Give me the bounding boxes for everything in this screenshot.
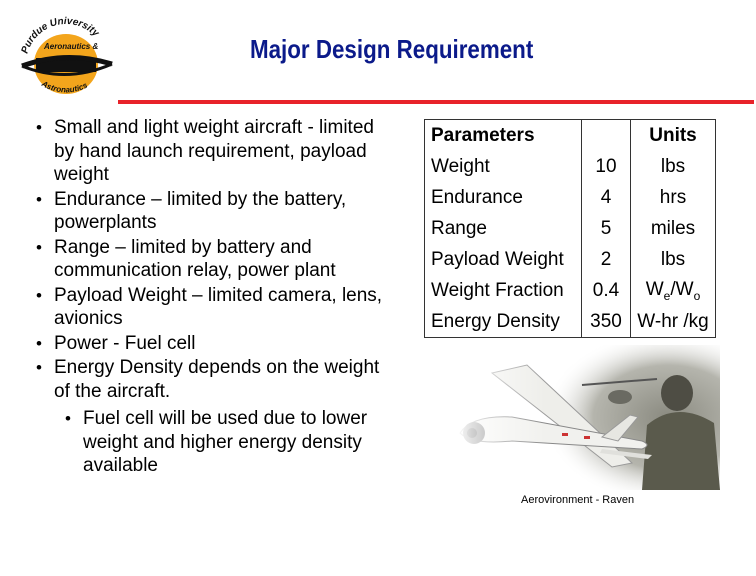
- table-row: Energy Density 350 W-hr /kg: [425, 306, 716, 338]
- bullet-icon: •: [36, 189, 42, 209]
- list-item: • Energy Density depends on the weight of the aircraft.: [36, 357, 380, 402]
- title-divider: [118, 100, 754, 104]
- table-row: Weight Fraction 0.4 $W_e/W_o$: [425, 275, 716, 306]
- bullet-icon: •: [36, 333, 42, 353]
- bullet-icon: •: [36, 237, 42, 257]
- bullet-list: [36, 116, 386, 483]
- bullet-icon: •: [36, 285, 42, 305]
- svg-text:Astronautics: Astronautics: [40, 79, 89, 95]
- purdue-aeronautics-logo-icon: [12, 14, 120, 106]
- table-row: Endurance 4 hrs: [425, 182, 716, 213]
- slide-title: Major Design Requirement: [250, 34, 534, 64]
- table-row: Range 5 miles: [425, 213, 716, 244]
- header-units: Units: [631, 120, 716, 152]
- svg-text:Purdue University: Purdue University: [19, 15, 101, 56]
- list-item: • Small and light weight aircraft - limited by hand launch requirement, payload weight: [36, 117, 374, 185]
- bullet-icon: •: [36, 118, 42, 137]
- parameters-table: [424, 119, 716, 338]
- list-item: • Range – limited by battery and communication relay, power plant: [36, 236, 336, 281]
- raven-uav-photo: [452, 345, 720, 490]
- header-value: [582, 120, 631, 152]
- list-item: • Fuel cell will be used due to lower weight and higher energy density available: [65, 408, 368, 476]
- table-row: Payload Weight 2 lbs: [425, 244, 716, 275]
- list-item: • Endurance – limited by the battery, powerplants: [36, 188, 347, 233]
- table-row: Weight 10 lbs: [425, 151, 716, 182]
- bullet-icon: •: [36, 358, 42, 377]
- weight-fraction-units: $W_e/W_o$: [631, 275, 716, 306]
- header-parameters: Parameters: [425, 120, 582, 152]
- table-header-row: [425, 120, 716, 152]
- photo-caption: Aerovironment - Raven: [521, 494, 635, 506]
- list-item: • Power - Fuel cell: [36, 332, 196, 354]
- bullet-icon: •: [65, 409, 71, 428]
- svg-text:Aeronautics &: Aeronautics &: [44, 42, 99, 51]
- list-item: • Payload Weight – limited camera, lens, avionics: [36, 284, 383, 329]
